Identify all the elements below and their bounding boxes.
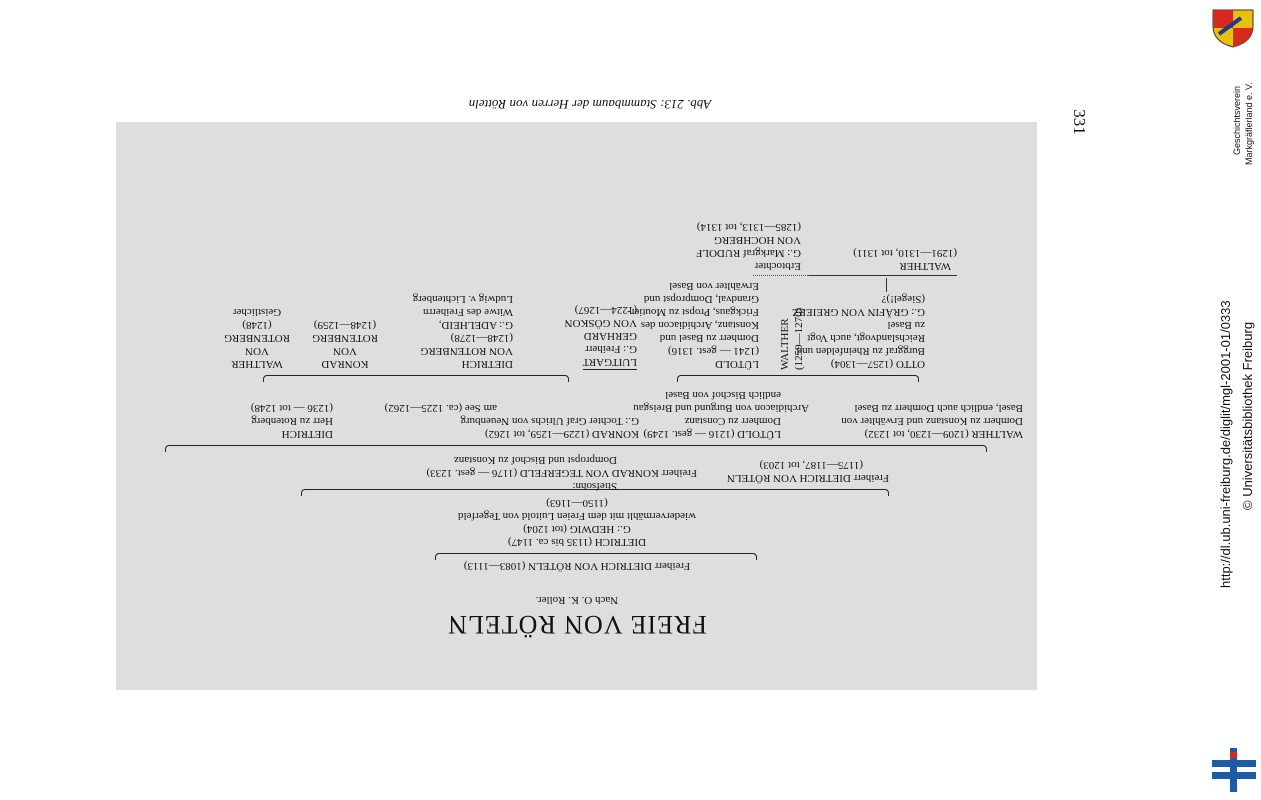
gen5-walther-dates: (1259—1270) bbox=[793, 307, 805, 370]
gen6-rudolf-line1: G.: Markgraf RUDOLF bbox=[696, 247, 801, 259]
gen4-dietrich-line2: Herr zu Rotenberg bbox=[251, 415, 333, 427]
gen4-walther-line3: Basel, endlich auch Domherr zu Basel bbox=[854, 402, 1023, 414]
gen3-konrad-office: Dompropst und Bischof zu Konstanz bbox=[453, 454, 617, 466]
gen5-luitgart-name: LUITGART bbox=[582, 356, 637, 368]
gen5-lutold-line5: Frickgaus, Propst zu Moutier- bbox=[627, 306, 759, 318]
gen2-line1: DIETRICH (1135 bis ca. 1147) bbox=[507, 536, 647, 548]
gen5-lutold-line7: Erwählter von Basel bbox=[669, 280, 759, 292]
line-otto-walther bbox=[886, 278, 887, 292]
society-name-line2: Markgräflerland e. V. bbox=[1244, 82, 1254, 165]
gen5-walther-rotenberg-name: WALTHER bbox=[231, 358, 283, 370]
gen4-lutold-line2: Domherr zu Constanz bbox=[684, 415, 781, 427]
gen6-rudolf-line2: VON HOCHBERG bbox=[713, 234, 801, 246]
gen3-stepson-label: Stiefsohn: bbox=[572, 480, 617, 492]
source-url[interactable]: http://dl.ub.uni-freiburg.de/diglit/mgl-2001-01/0333 bbox=[1218, 300, 1233, 588]
gen6-erbtochter: Erbtochter bbox=[754, 260, 801, 272]
gen5-otto-line2: Burggraf zu Rheinfelden und bbox=[796, 345, 925, 357]
gen4-dietrich-line3: (1236 — tot 1248) bbox=[250, 402, 333, 414]
society-name-line1: Geschichtsverein bbox=[1232, 85, 1242, 155]
gen5-konrad-line3: ROTENBERG bbox=[312, 332, 378, 344]
gen5-dietrich-line2: VON ROTENBERG bbox=[420, 345, 513, 357]
gen5-luitgart-line5: (1224—1267) bbox=[574, 304, 637, 316]
gen4-lutold-line3: Archidiacon von Burgund und Breisgau bbox=[633, 402, 809, 414]
gen4-walther-line2: Domherr zu Konstanz und Erwählter von bbox=[841, 415, 1023, 427]
gen4-walther-name: WALTHER (1209—1230, tot 1232) bbox=[864, 428, 1023, 440]
university-library-logo-icon bbox=[1212, 748, 1256, 792]
gen2-line2: G.: HEDWIG (tot 1204) bbox=[523, 523, 631, 535]
gen4-konrad-line3: am See (ca. 1225—1262) bbox=[384, 402, 497, 414]
gen5-dietrich-line3: (1248—1278) bbox=[450, 332, 513, 344]
brace-gen1 bbox=[435, 553, 757, 560]
copyright-notice: © Universitätsbibliothek Freiburg bbox=[1240, 321, 1255, 510]
gen5-luitgart-line2: G.: Freiherr bbox=[585, 343, 637, 355]
page-number: 331 bbox=[1069, 109, 1089, 135]
tree-title: FREIE VON RÖTELN bbox=[447, 610, 707, 639]
gen5-otto-line5: G.: GRÄFIN VON GREIERZ bbox=[791, 306, 925, 318]
gen5-walther-name: WALTHER bbox=[779, 318, 791, 370]
gen5-lutold-name: LÜTOLD bbox=[715, 358, 759, 370]
gen5-luitgart-line3: GERHARD bbox=[583, 330, 637, 342]
gen3-dietrich-dates: (1175—1187, tot 1203) bbox=[759, 459, 863, 471]
figure-caption: Abb. 213: Stammbaum der Herren von Rötteln bbox=[468, 97, 712, 112]
gen5-walther-rotenberg-line5: Geistlicher bbox=[232, 306, 282, 318]
gen5-lutold-line6: Grandval, Dompropst und bbox=[643, 293, 759, 305]
gen6-walther-name: WALTHER bbox=[899, 260, 951, 272]
gen2-line3: wiedervermählt mit dem Freien Luitold von Tegerfeld bbox=[458, 510, 696, 522]
gen5-lutold-line2: (1241 — gest. 1316) bbox=[667, 345, 759, 357]
gen5-lutold-line3: Domherr zu Basel und bbox=[659, 332, 759, 344]
scanned-family-tree bbox=[116, 122, 1037, 690]
gen4-lutold-name: LÜTOLD (1216 — gest. 1249) bbox=[643, 428, 781, 440]
gen6-rudolf-line3: (1285—1313, tot 1314) bbox=[696, 221, 801, 233]
gen4-lutold-line4: endlich Bischof von Basel bbox=[665, 389, 781, 401]
gen5-walther-rotenberg-line3: ROTENBERG bbox=[224, 332, 290, 344]
gen5-dietrich-name: DIETRICH bbox=[461, 358, 513, 370]
gen3-konrad-tegerfeld: Freiherr KONRAD VON TEGERFELD (1176 — gest. 1233) bbox=[426, 467, 697, 479]
gen6-walther-dates: (1291—1310, tot 1311) bbox=[853, 247, 957, 259]
dotted-line-gen6 bbox=[753, 275, 809, 276]
tree-subtitle: Nach O. K. Roller. bbox=[535, 594, 619, 606]
gen5-otto-name: OTTO (1257—1304) bbox=[830, 358, 925, 370]
gen1-dietrich: Freiherr DIETRICH VON RÖTELN (1083—1113) bbox=[463, 560, 691, 572]
gen2-line4: (1150—1163) bbox=[546, 497, 608, 509]
gen5-otto-line3: Reichslandvogt, auch Vogt bbox=[807, 332, 925, 344]
line-gen6 bbox=[809, 275, 957, 276]
gen5-walther-rotenberg-line2: VON bbox=[245, 345, 269, 357]
gen5-dietrich-line5: Witwe des Freiherrn bbox=[423, 306, 513, 318]
gen4-dietrich-name: DIETRICH bbox=[281, 428, 333, 440]
brace-lutold-children bbox=[677, 375, 919, 382]
coat-of-arms-icon bbox=[1211, 8, 1255, 48]
brace-gen3 bbox=[165, 445, 987, 452]
gen5-dietrich-line4: G.: ADELHEID, bbox=[438, 319, 513, 331]
gen5-lutold-line4: Konstanz, Archidiacon des bbox=[640, 319, 759, 331]
gen4-konrad-line2: G.: Tochter Graf Ulrichs von Neuenburg bbox=[460, 415, 639, 427]
gen5-otto-line4: zu Basel bbox=[887, 319, 925, 331]
family-tree bbox=[116, 122, 1037, 690]
gen5-konrad-name: KONRAD bbox=[321, 358, 369, 370]
gen4-konrad-name: KONRAD (1229—1259, tot 1262) bbox=[485, 428, 639, 440]
gen5-konrad-line4: (1248—1259) bbox=[313, 319, 377, 331]
gen5-konrad-line2: VON bbox=[333, 345, 357, 357]
gen5-luitgart-line4: VON GÖSKON bbox=[564, 317, 637, 329]
gen5-otto-line6: (Siegel!)? bbox=[881, 293, 925, 305]
brace-konrad-children bbox=[263, 375, 569, 382]
gen3-dietrich-name: Freiherr DIETRICH VON RÖTELN bbox=[726, 472, 889, 484]
gen5-walther-rotenberg-line4: (1248) bbox=[242, 319, 272, 331]
gen5-dietrich-line6: Ludwig v. Lichtenberg bbox=[412, 293, 513, 305]
